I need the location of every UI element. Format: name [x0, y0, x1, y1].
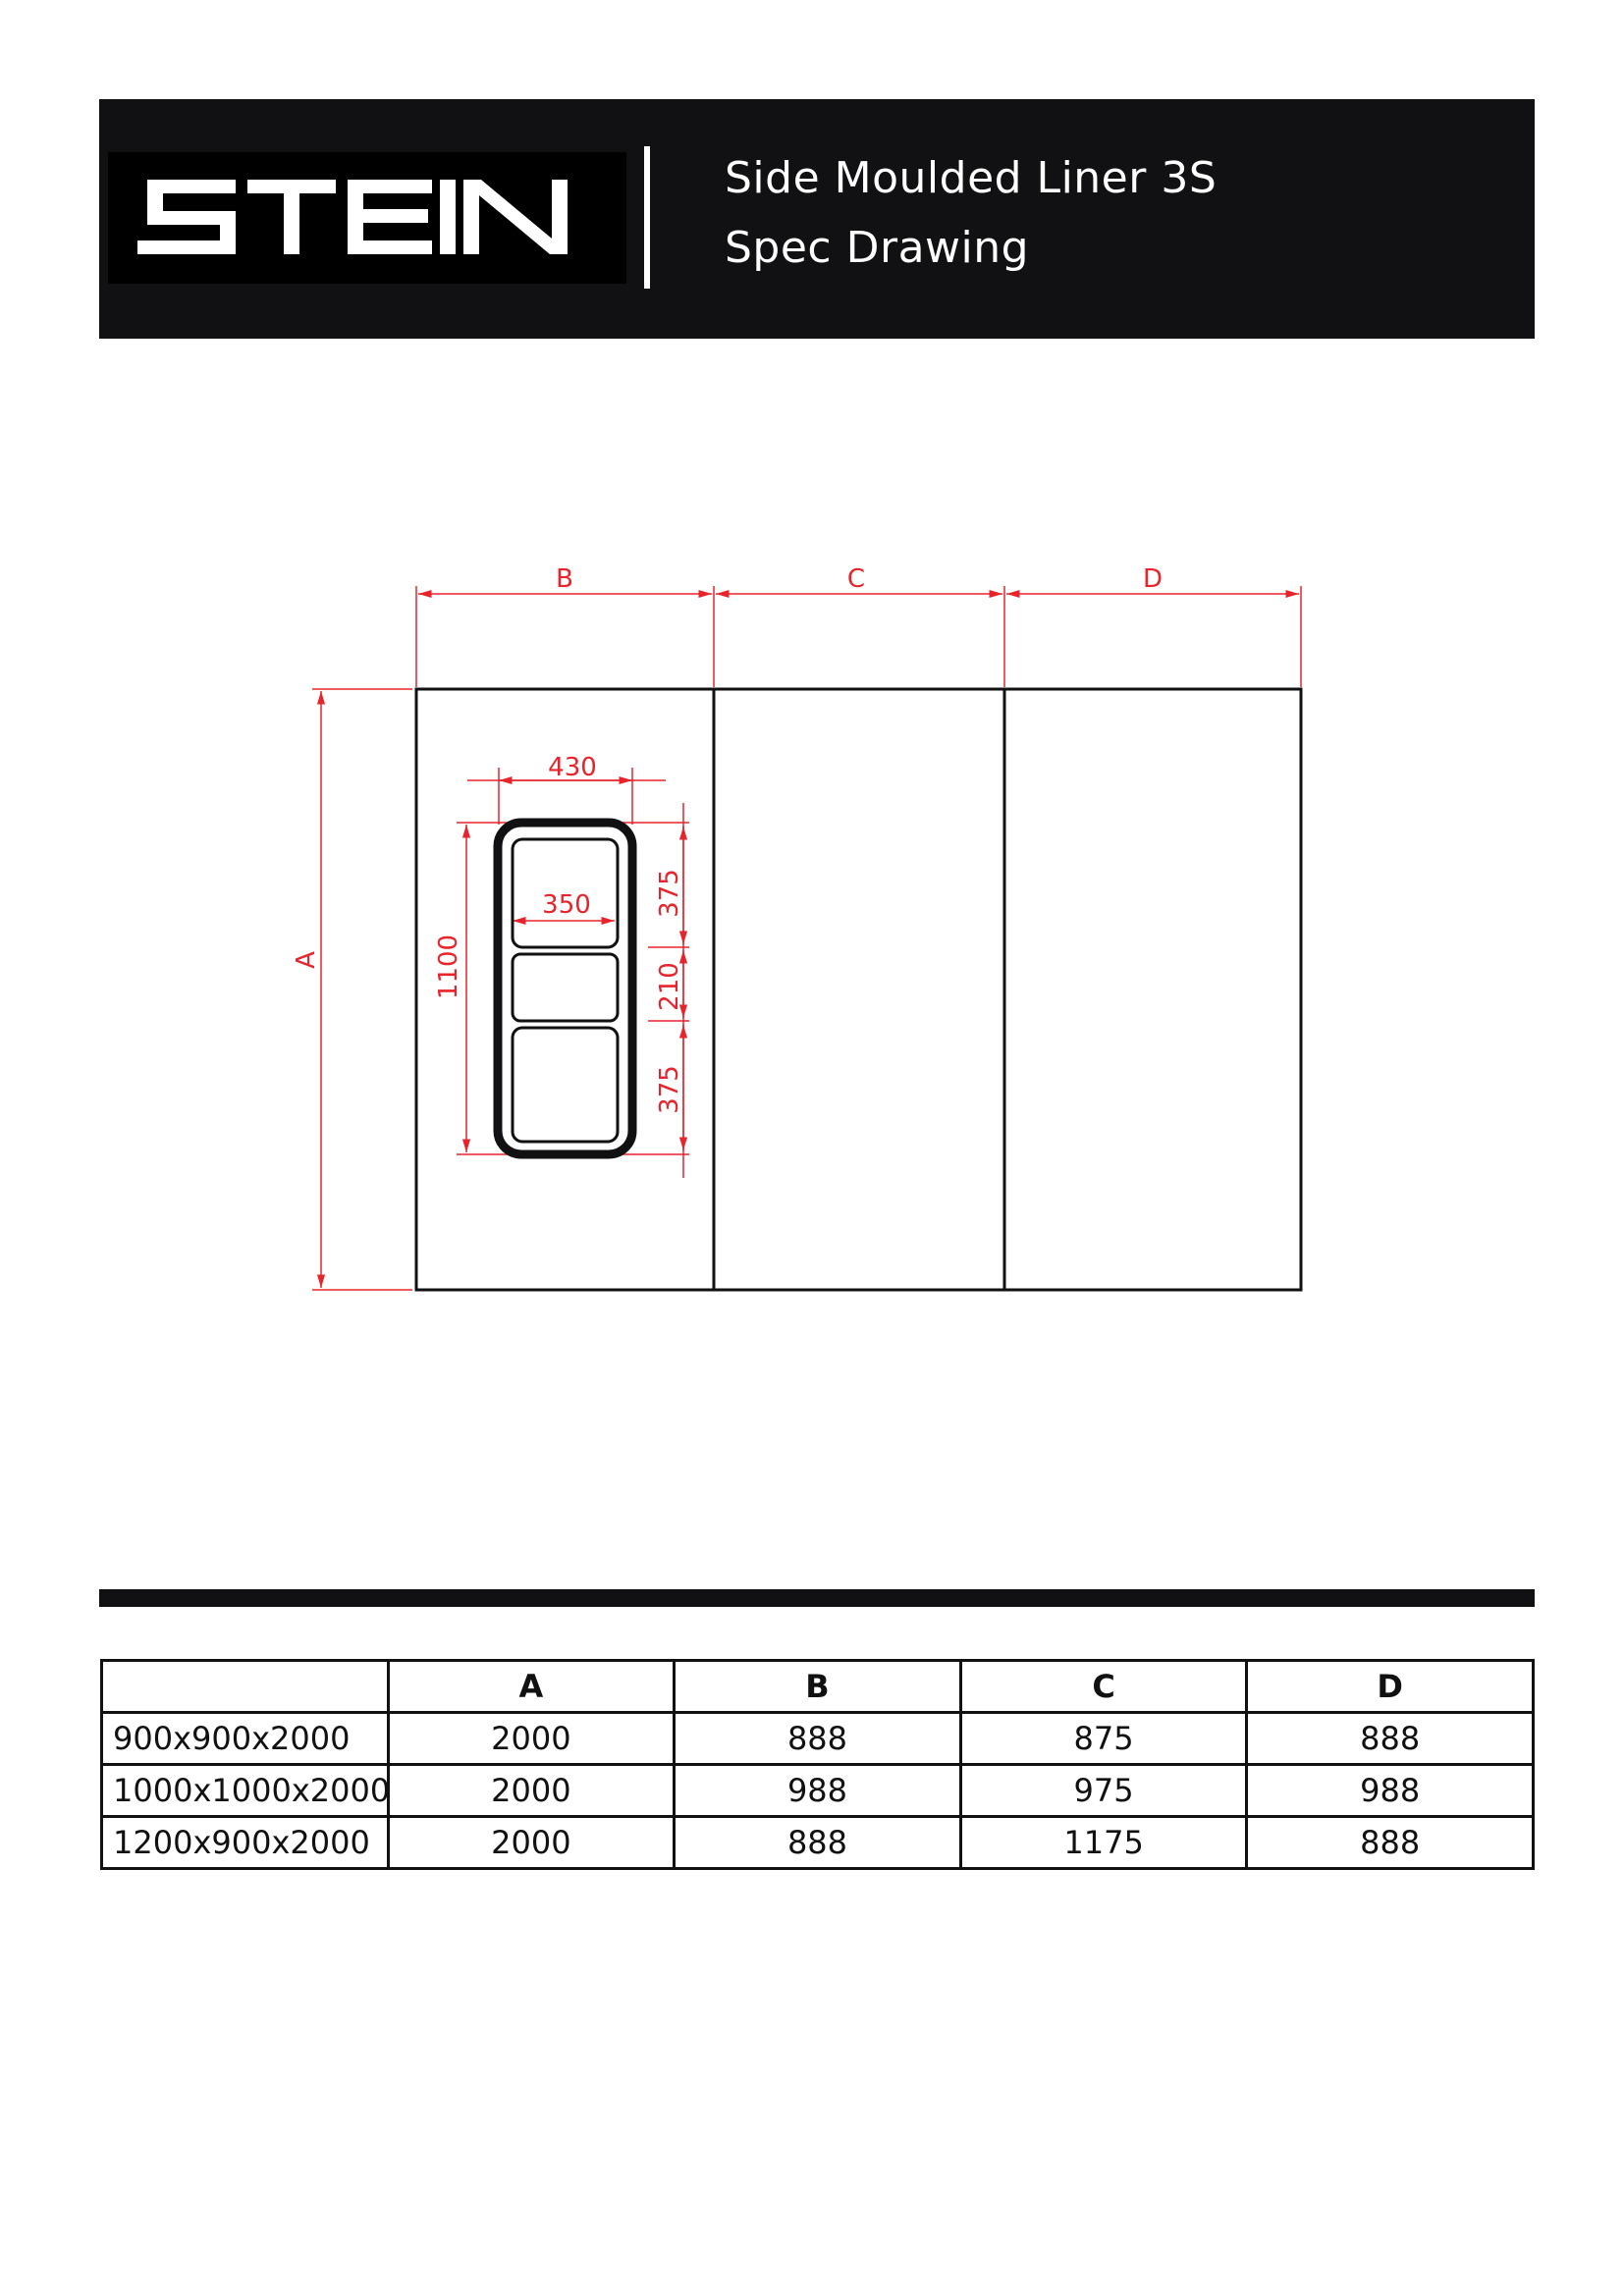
cell-d: 988: [1247, 1765, 1534, 1817]
cell-a: 2000: [388, 1817, 675, 1869]
dim-label-d: D: [1142, 564, 1164, 594]
header-cell-b: B: [675, 1661, 961, 1713]
cell-a: 2000: [388, 1713, 675, 1765]
header-cell-d: D: [1247, 1661, 1534, 1713]
page-subtitle: Spec Drawing: [725, 223, 1030, 273]
cell-a: 2000: [388, 1765, 675, 1817]
cell-size: 1200x900x2000: [102, 1817, 389, 1869]
cell-c: 975: [960, 1765, 1247, 1817]
dim-label-1100: 1100: [434, 934, 463, 1000]
dim-label-210: 210: [655, 962, 684, 1011]
dim-label-350: 350: [542, 890, 591, 920]
dim-label-a: A: [292, 951, 321, 969]
cell-size: 900x900x2000: [102, 1713, 389, 1765]
dim-label-b: B: [556, 564, 573, 594]
dim-label-375-bottom: 375: [655, 1065, 684, 1114]
page-title: Side Moulded Liner 3S: [725, 153, 1218, 203]
cell-size: 1000x1000x2000: [102, 1765, 389, 1817]
dimensions-table: [100, 1659, 1535, 1870]
dim-label-375-top: 375: [655, 869, 684, 918]
cell-d: 888: [1247, 1713, 1534, 1765]
dim-label-430: 430: [548, 753, 597, 782]
table-header-row: [102, 1661, 1534, 1713]
table-row: [102, 1765, 1534, 1817]
header-cell-a: A: [388, 1661, 675, 1713]
cell-b: 988: [675, 1765, 961, 1817]
cell-c: 1175: [960, 1817, 1247, 1869]
cell-b: 888: [675, 1713, 961, 1765]
table-row: [102, 1713, 1534, 1765]
header-cell-size: [102, 1661, 389, 1713]
dim-label-c: C: [846, 564, 866, 594]
cell-c: 875: [960, 1713, 1247, 1765]
table-row: [102, 1817, 1534, 1869]
header-cell-c: C: [960, 1661, 1247, 1713]
shelf-niche: [498, 823, 632, 1154]
section-divider: [99, 1589, 1535, 1607]
cell-b: 888: [675, 1817, 961, 1869]
cell-d: 888: [1247, 1817, 1534, 1869]
